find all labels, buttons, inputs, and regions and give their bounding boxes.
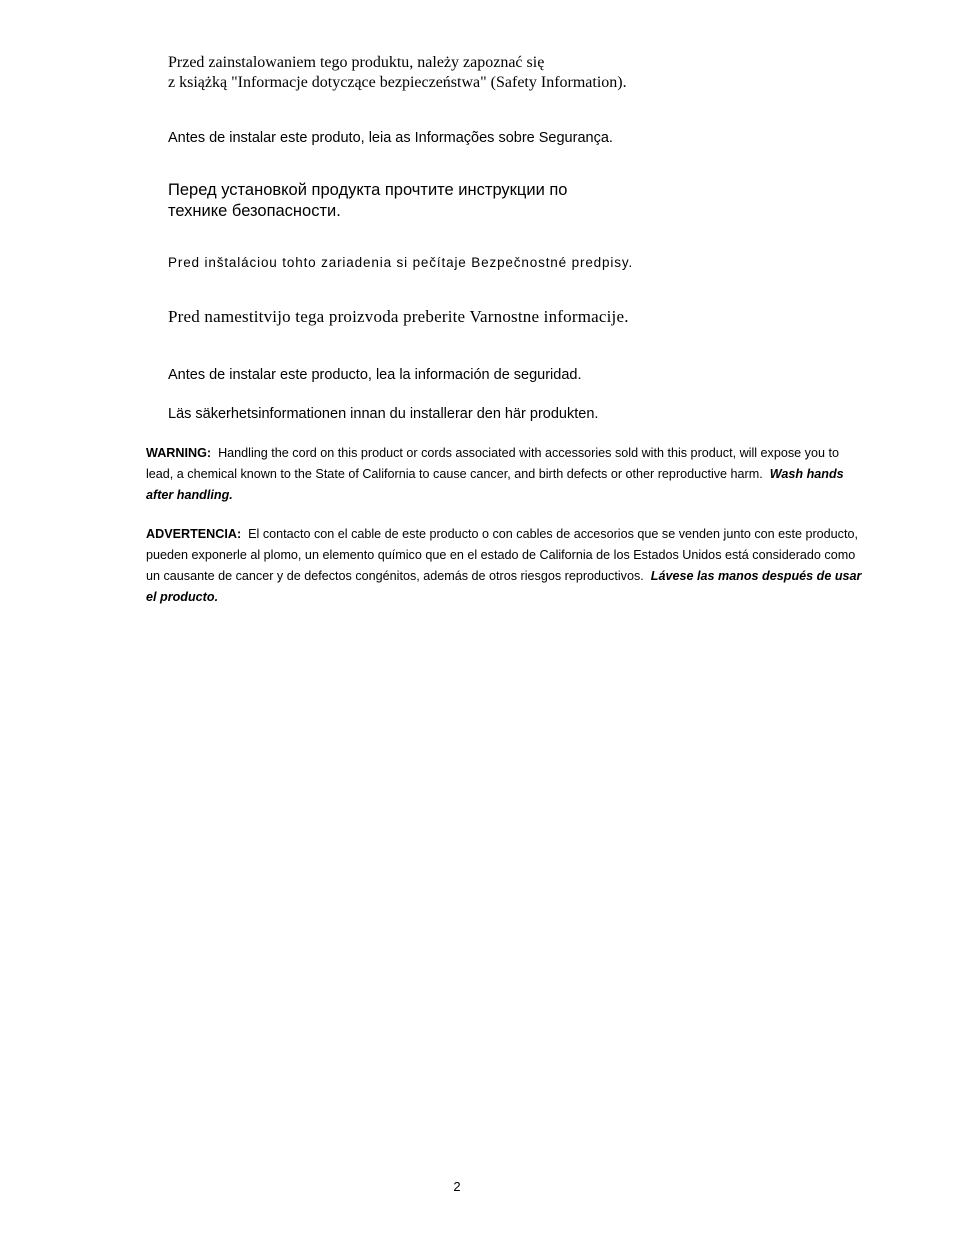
safety-notice-slovenian: Pred namestitvijo tega proizvoda preberite Varnostne informacije. — [168, 307, 629, 326]
warning-english-label: WARNING: — [146, 446, 212, 460]
safety-notice-slovak: Pred inštaláciou tohto zariadenia si pečítaje Bezpečnostné predpisy. — [168, 255, 634, 270]
warning-spanish — [146, 524, 866, 608]
safety-notice-russian-line-2: технике безопасности. — [168, 202, 341, 220]
page-number: 2 — [453, 1179, 461, 1194]
warning-spanish-label: ADVERTENCIA: — [146, 527, 242, 541]
warning-english-body: Handling the cord on this product or cords associated with accessories sold with this product, will expose you to lead, a chemical known to the State of California to cause cancer, and birth defects or other reproductive harm. — [146, 446, 839, 481]
warning-spanish-emphasis: Lávese las manos después de usar el producto. — [146, 569, 862, 604]
safety-notice-polish-line-1: Przed zainstalowaniem tego produktu, należy zapoznać się — [168, 54, 545, 71]
safety-notice-polish-line-2: z książką "Informacje dotyczące bezpieczeństwa" (Safety Information). — [168, 74, 627, 91]
safety-notice-swedish: Läs säkerhetsinformationen innan du installerar den här produkten. — [168, 406, 599, 422]
warning-english — [146, 443, 866, 506]
warning-spanish-body: El contacto con el cable de este producto o con cables de accesorios que se venden junto con este producto, pueden exponerle al plomo, un elemento químico que en el estado de California de los Estados Unidos está considerado como un causante de cancer y de defectos congénitos, además de otros riesgos reproductivos. — [146, 527, 858, 583]
safety-notice-portuguese: Antes de instalar este produto, leia as Informações sobre Segurança. — [168, 130, 613, 146]
warning-english-emphasis: Wash hands after handling. — [146, 467, 844, 502]
safety-notice-spanish: Antes de instalar este producto, lea la información de seguridad. — [168, 367, 582, 383]
safety-notice-russian-line-1: Перед установкой продукта прочтите инструкции по — [168, 181, 568, 199]
